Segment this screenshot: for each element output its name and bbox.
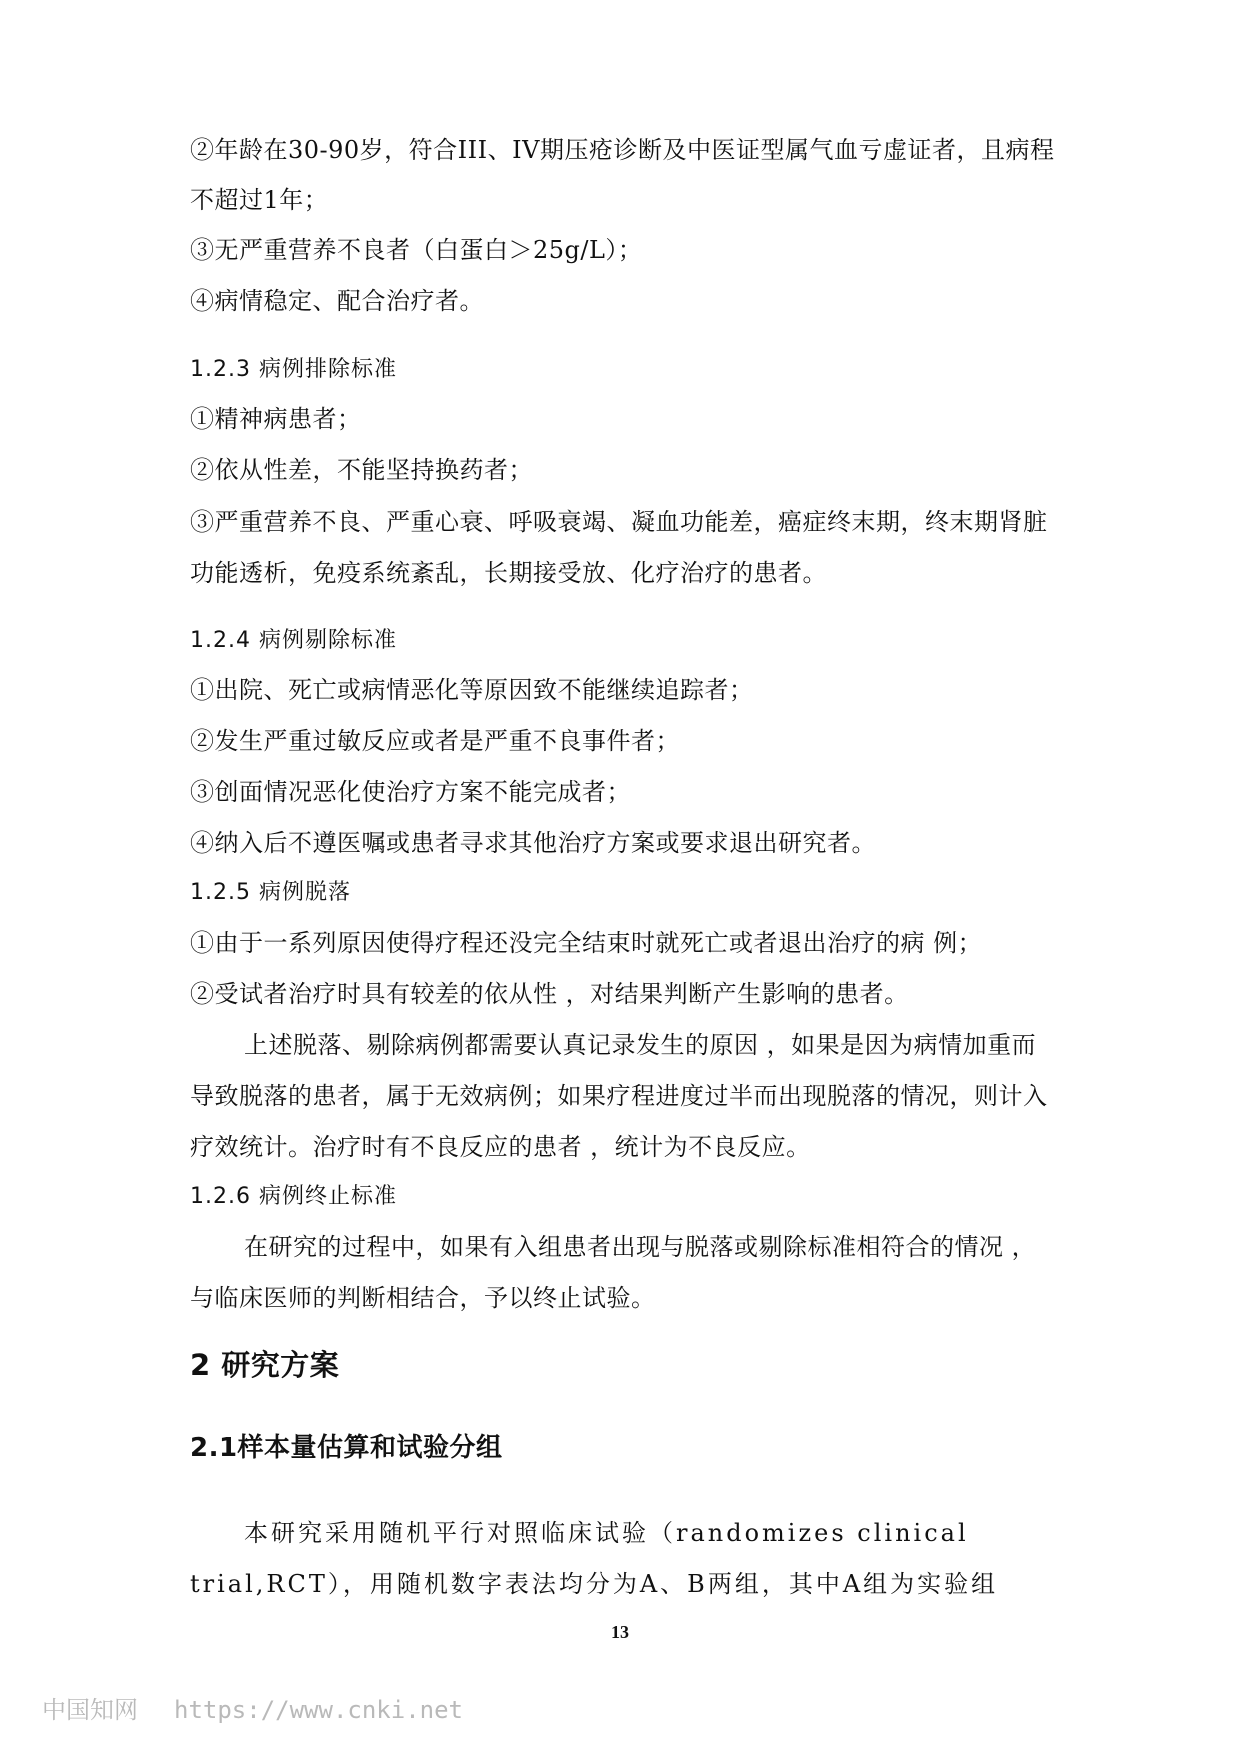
dropout-item-2: ②受试者治疗时具有较差的依从性 ，对结果判断产生影响的患者。: [190, 980, 909, 1008]
section-heading-2-1: 2.1样本量估算和试验分组: [190, 1433, 503, 1463]
exclusion-item-3-cont: 功能透析，免疫系统紊乱，长期接受放、化疗治疗的患者。: [190, 559, 827, 587]
removal-item-3: ③创面情况恶化使治疗方案不能完成者；: [190, 778, 631, 806]
method-paragraph-line-2: trial,RCT），用随机数字表法均分为A、B两组，其中A组为实验组: [190, 1570, 999, 1598]
removal-item-4: ④纳入后不遵医嘱或患者寻求其他治疗方案或要求退出研究者。: [190, 829, 876, 857]
section-heading-1-2-5: 1.2.5 病例脱落: [190, 880, 351, 905]
section-heading-1-2-4: 1.2.4 病例剔除标准: [190, 628, 397, 653]
dropout-paragraph-line-3: 疗效统计。治疗时有不良反应的患者 ，统计为不良反应。: [190, 1133, 811, 1161]
watermark-url: https://www.cnki.net: [174, 1696, 463, 1724]
termination-paragraph: 在研究的过程中，如果有入组患者出现与脱落或剔除标准相符合的情况 ，: [244, 1233, 1037, 1261]
exclusion-item-2: ②依从性差，不能坚持换药者；: [190, 456, 533, 484]
termination-paragraph-line-2: 与临床医师的判断相结合，予以终止试验。: [190, 1284, 656, 1312]
section-heading-1-2-3: 1.2.3 病例排除标准: [190, 357, 397, 382]
exclusion-item-1: ①精神病患者；: [190, 405, 362, 433]
page-number: 13: [611, 1622, 629, 1642]
watermark: [42, 1690, 463, 1725]
watermark-brand: 中国知网: [42, 1696, 138, 1724]
removal-item-1: ①出院、死亡或病情恶化等原因致不能继续追踪者；: [190, 676, 754, 704]
exclusion-item-3: ③严重营养不良、严重心衰、呼吸衰竭、凝血功能差，癌症终末期，终末期肾脏: [190, 508, 1048, 536]
criteria-item-3: ③无严重营养不良者（白蛋白＞25g/L）；: [190, 236, 643, 264]
dropout-paragraph-line-2: 导致脱落的患者，属于无效病例；如果疗程进度过半而出现脱落的情况，则计入: [190, 1082, 1048, 1110]
criteria-item-2: ②年龄在30-90岁，符合III、IV期压疮诊断及中医证型属气血亏虚证者，且病程: [190, 136, 1055, 164]
dropout-item-1: ①由于一系列原因使得疗程还没完全结束时就死亡或者退出治疗的病 例；: [190, 929, 983, 957]
dropout-paragraph: 上述脱落、剔除病例都需要认真记录发生的原因 ，如果是因为病情加重而: [244, 1031, 1037, 1059]
chapter-heading-2: 2 研究方案: [190, 1348, 340, 1382]
criteria-item-4: ④病情稳定、配合治疗者。: [190, 287, 484, 315]
removal-item-2: ②发生严重过敏反应或者是严重不良事件者；: [190, 727, 680, 755]
section-heading-1-2-6: 1.2.6 病例终止标准: [190, 1184, 397, 1209]
method-paragraph: 本研究采用随机平行对照临床试验（randomizes clinical: [244, 1519, 969, 1547]
criteria-item-2-cont: 不超过1年；: [190, 186, 329, 214]
